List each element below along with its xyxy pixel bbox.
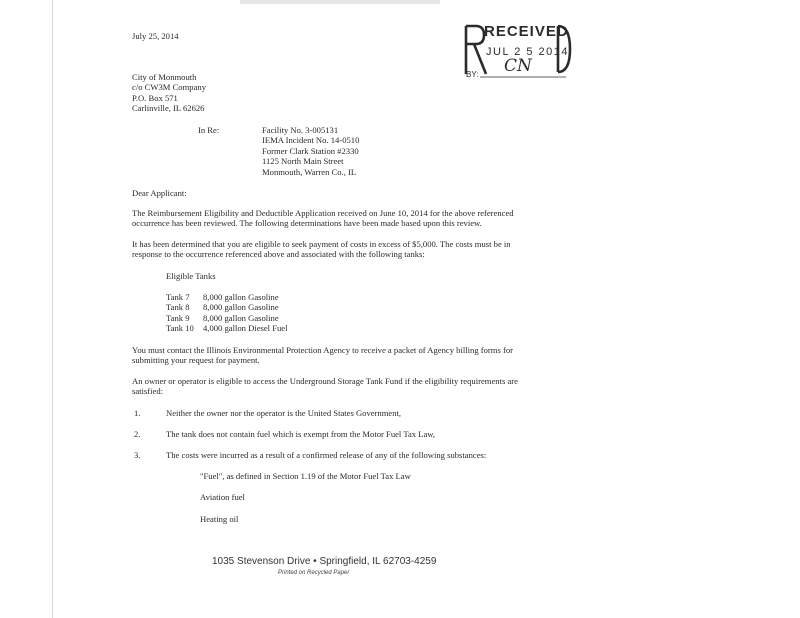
re-line: IEMA Incident No. 14-0510 — [262, 135, 360, 146]
page-left-edge — [52, 0, 53, 618]
salutation: Dear Applicant: — [132, 188, 187, 198]
substance-item: Aviation fuel — [200, 492, 245, 502]
tank-row — [166, 292, 288, 302]
re-line: Monmouth, Warren Co., IL — [262, 166, 357, 177]
tank-id: Tank 10 — [166, 323, 194, 334]
paragraph-line: You must contact the Illinois Environmental Protection Agency to receive a packet of Agency billing forms for — [132, 345, 513, 355]
paragraph-line: submitting your request for payment. — [132, 355, 260, 366]
paragraph-line: The Reimbursement Eligibility and Deductible Application received on June 10, 2014 for the above referenced — [132, 208, 514, 218]
stamp-initials: CN — [504, 56, 532, 76]
paragraph-line: It has been determined that you are eligible to seek payment of costs in excess of $5,000. The costs must be in — [132, 239, 511, 249]
top-letterhead-fragment — [240, 0, 440, 4]
requirement-text: Neither the owner nor the operator is the United States Government, — [166, 408, 402, 418]
re-line: Facility No. 3-005131 — [262, 125, 339, 135]
in-re-block — [262, 125, 359, 177]
re-line: Former Clark Station #2330 — [262, 145, 359, 156]
addressee-line: City of Monmouth — [132, 72, 197, 82]
requirement-text: The costs were incurred as a result of a confirmed release of any of the following substances: — [166, 450, 487, 460]
tank-row — [166, 323, 288, 333]
footer-address: 1035 Stevenson Drive • Springfield, IL 62703-4259 — [212, 556, 437, 567]
paragraph-contact — [132, 345, 513, 366]
addressee-line: P.O. Box 571 — [132, 92, 178, 103]
paragraph-line: satisfied: — [132, 386, 164, 397]
requirement-number: 2. — [134, 429, 141, 439]
tanks-list — [166, 292, 288, 334]
addressee-line: Carlinville, IL 62626 — [132, 103, 205, 114]
stamp-received-text: RECEIVED — [484, 23, 569, 40]
tank-desc: 8,000 gallon Gasoline — [203, 312, 279, 323]
letter-date: July 25, 2014 — [132, 31, 179, 41]
substance-item: "Fuel", as defined in Section 1.19 of the Motor Fuel Tax Law — [200, 471, 411, 481]
tank-row — [166, 302, 288, 312]
re-line: 1125 North Main Street — [262, 156, 344, 167]
addressee-block — [132, 72, 206, 114]
stamp-by-label: BY: — [466, 70, 479, 79]
tank-desc: 8,000 gallon Gasoline — [203, 292, 279, 302]
paragraph-review — [132, 208, 514, 229]
paragraph-requirements — [132, 376, 518, 397]
tank-id: Tank 8 — [166, 302, 190, 313]
tank-id: Tank 9 — [166, 312, 190, 323]
stamp-date: JUL 2 5 2014 — [486, 46, 570, 58]
tank-id: Tank 7 — [166, 292, 190, 302]
requirement-number: 1. — [134, 408, 141, 418]
addressee-line: c/o CW3M Company — [132, 82, 206, 93]
tank-desc: 8,000 gallon Gasoline — [203, 302, 279, 313]
in-re-label: In Re: — [198, 125, 220, 135]
tank-desc: 4,000 gallon Diesel Fuel — [203, 323, 288, 334]
footer-recycled-note: Printed on Recycled Paper — [278, 570, 350, 576]
requirement-text: The tank does not contain fuel which is exempt from the Motor Fuel Tax Law, — [166, 429, 436, 439]
substance-item: Heating oil — [200, 514, 239, 524]
tank-row — [166, 313, 288, 323]
tanks-heading: Eligible Tanks — [166, 271, 216, 281]
paragraph-eligibility — [132, 239, 511, 260]
paragraph-line: An owner or operator is eligible to access the Underground Storage Tank Fund if the eligibility requirements are — [132, 376, 518, 386]
received-stamp — [462, 22, 572, 84]
requirement-number: 3. — [134, 450, 141, 460]
paragraph-line: occurrence has been reviewed. The following determinations have been made based upon this review. — [132, 218, 482, 229]
paragraph-line: response to the occurrence referenced above and associated with the following tanks: — [132, 249, 425, 260]
